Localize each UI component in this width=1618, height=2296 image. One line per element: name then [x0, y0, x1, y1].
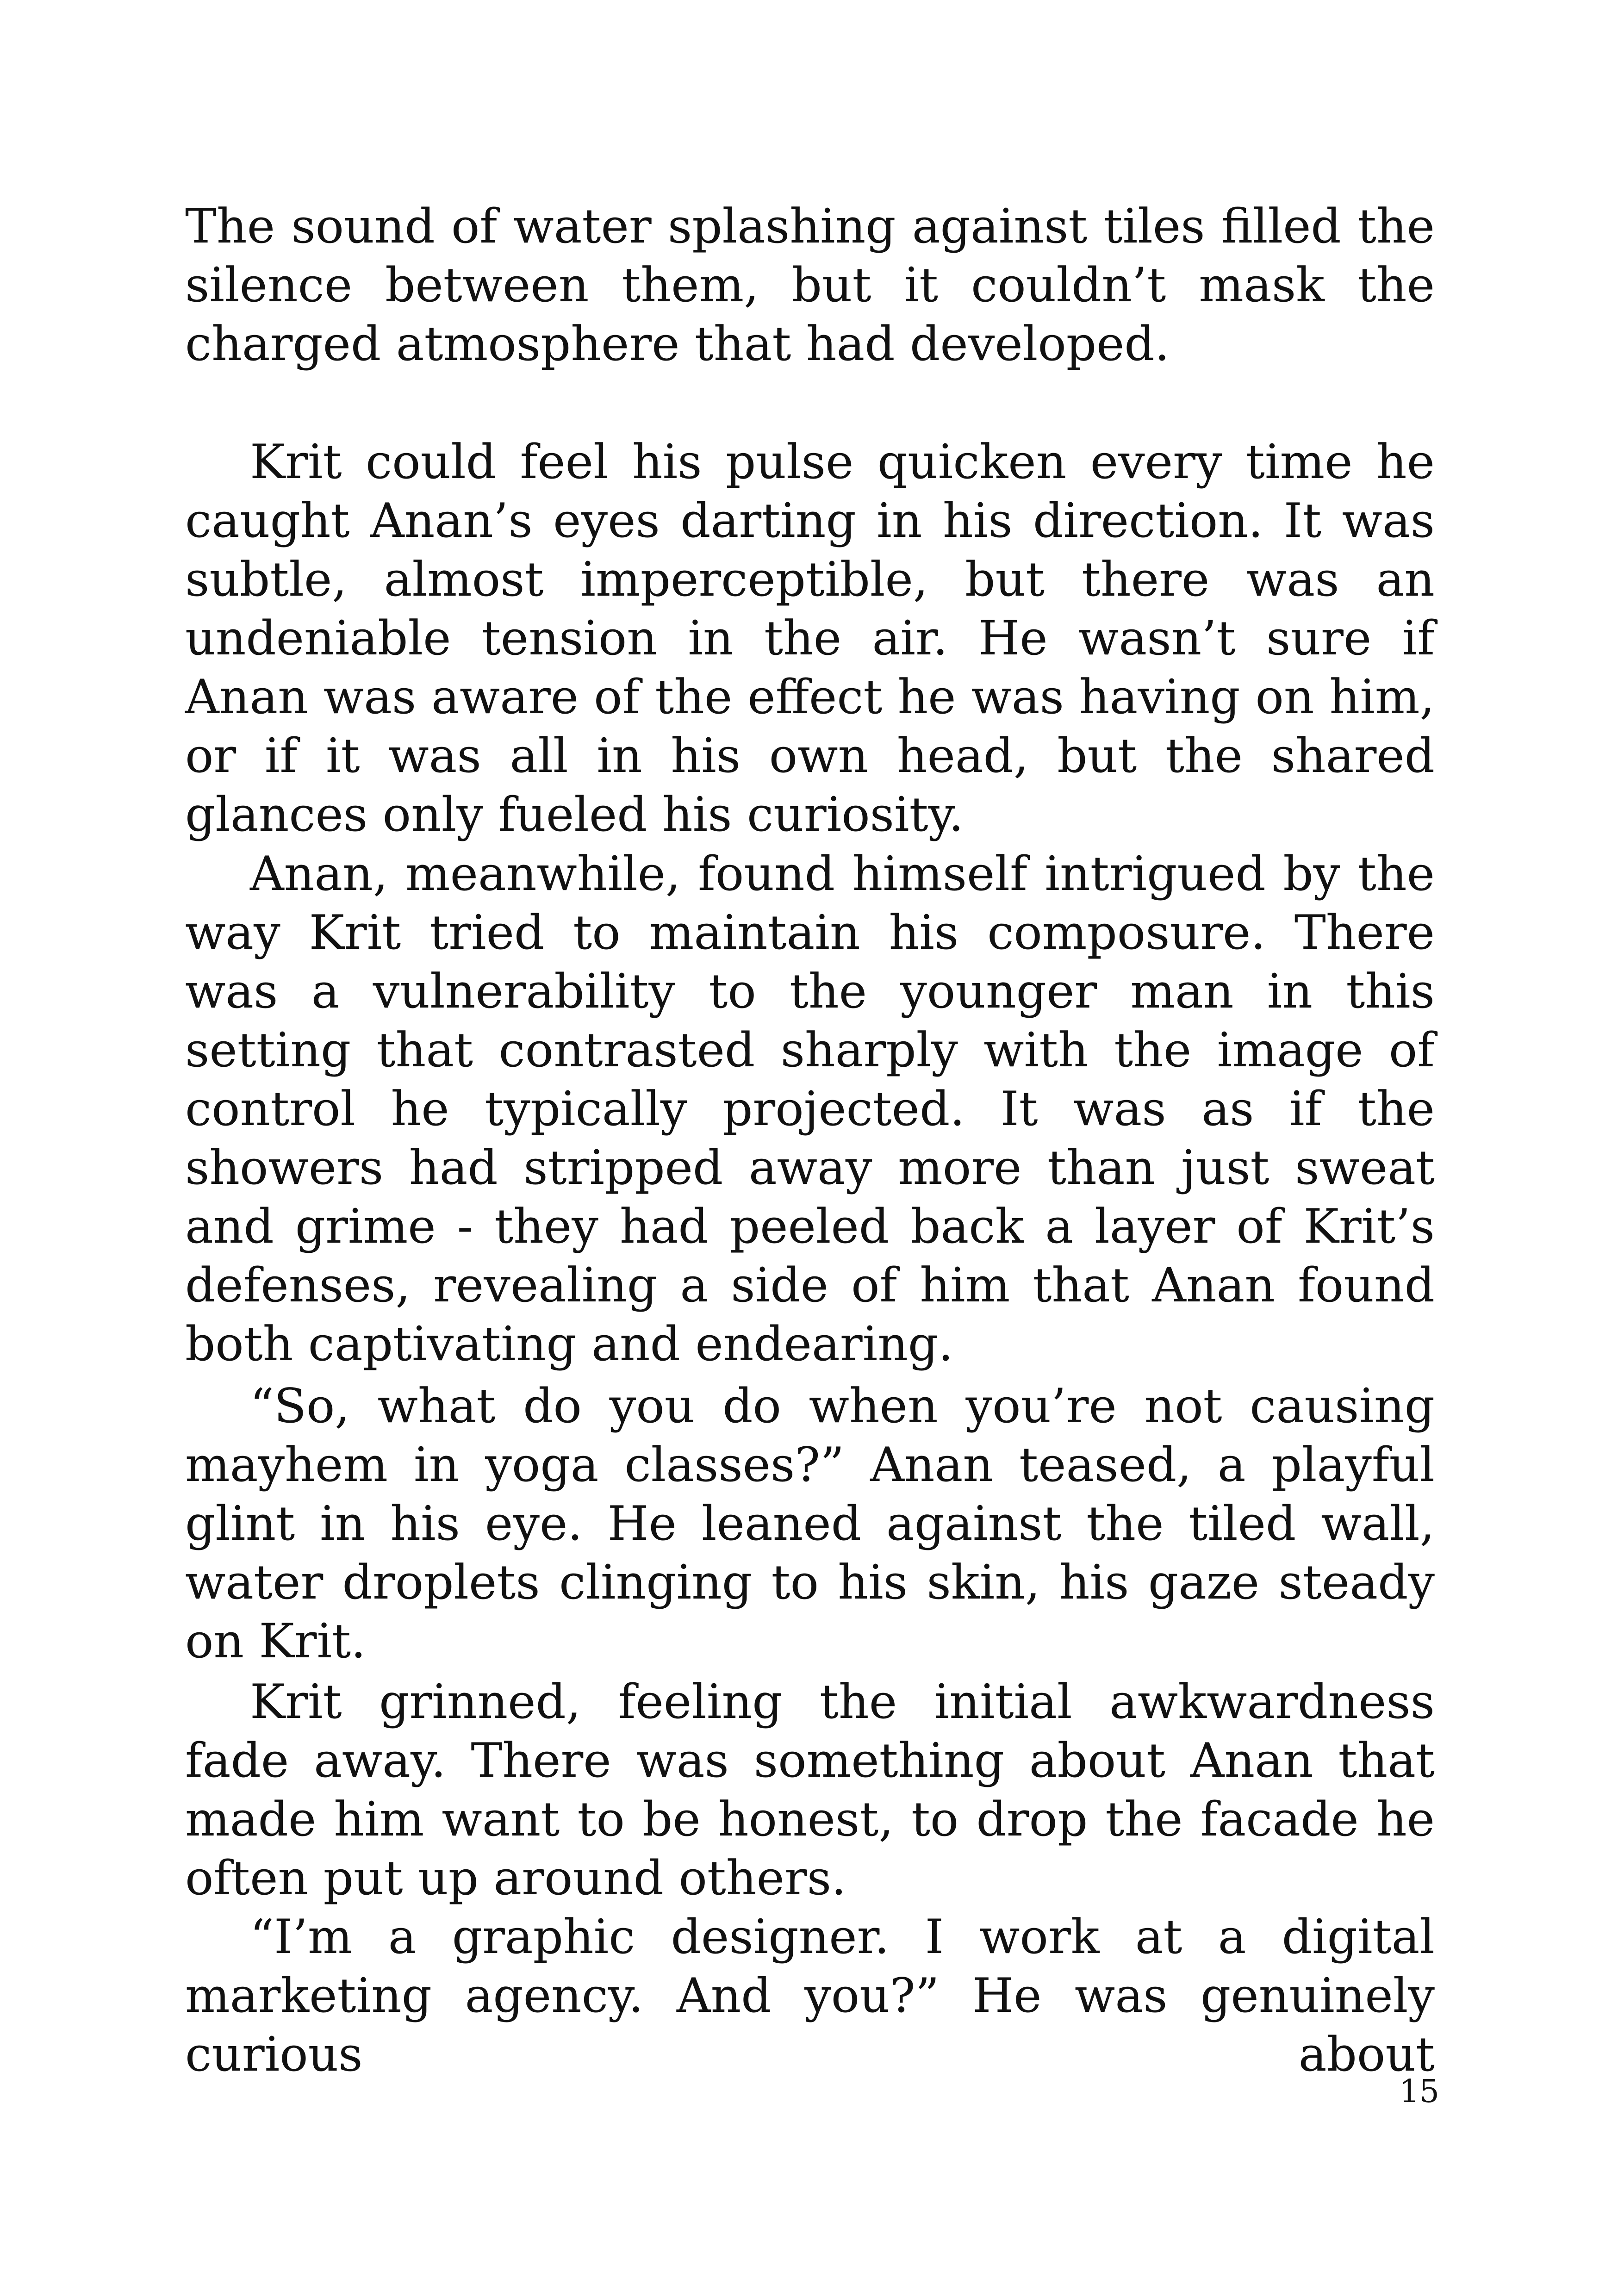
paragraph-5: Krit grinned, feeling the initial awkwardness fade away. There was something about Anan that made him want to be honest, to drop the facade he often put up around others.	[185, 1674, 1435, 1906]
paragraph-1: The sound of water splashing against tiles filled the silence between them, but it couldn’t mask the charged atmosphere that had developed.	[185, 199, 1435, 372]
paragraph-4: “So, what do you do when you’re not causing mayhem in yoga classes?” Anan teased, a playful glint in his eye. He leaned against the tiled wall, water droplets clinging to his skin, his gaze steady on Krit.	[185, 1379, 1435, 1669]
page-number: 15	[1399, 2073, 1439, 2110]
paragraph-3: Anan, meanwhile, found himself intrigued by the way Krit tried to maintain his composure. There was a vulnerability to the younger man in this setting that contrasted sharply with the image of control he typically projected. It was as if the showers had stripped away more than just sweat and grime - they had peeled back a layer of Krit’s defenses, revealing a side of him that Anan found both captivating and endearing.	[185, 846, 1435, 1372]
paragraph-6: “I’m a graphic designer. I work at a digital marketing agency. And you?” He was genuinely curious about	[185, 1910, 1435, 2082]
paragraph-2: Krit could feel his pulse quicken every time he caught Anan’s eyes darting in his direction. It was subtle, almost imperceptible, but there was an undeniable tension in the air. He wasn’t sure if Anan was aware of the effect he was having on him, or if it was all in his own head, but the shared glances only fueled his curiosity.	[185, 435, 1435, 842]
